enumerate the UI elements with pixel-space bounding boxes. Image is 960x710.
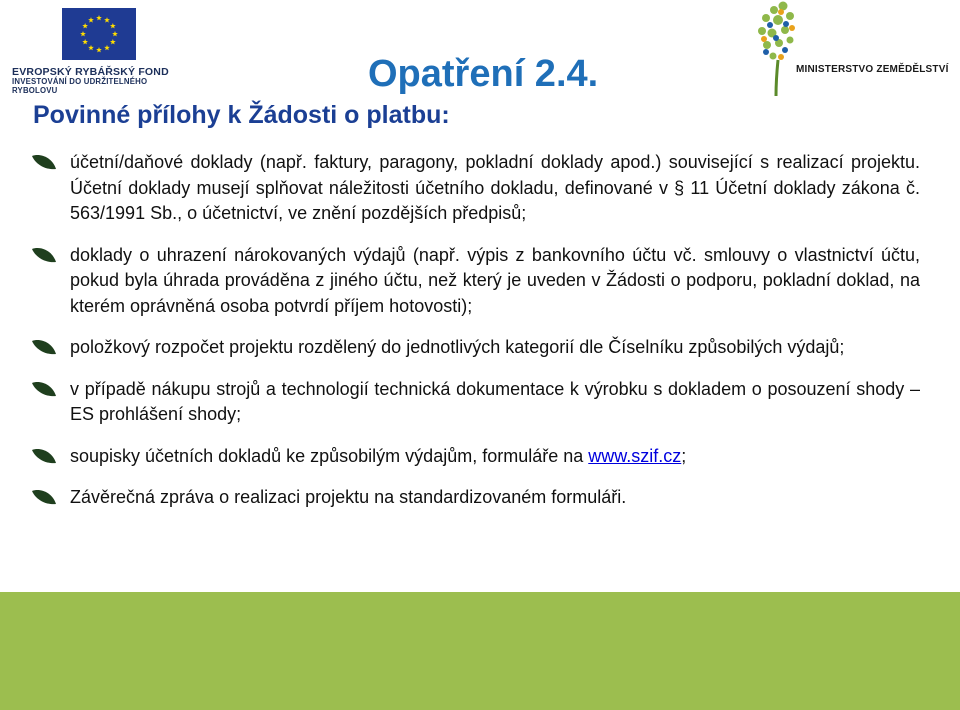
list-item — [30, 485, 920, 511]
ministry-of-agriculture-logo — [752, 0, 952, 110]
list-item — [30, 444, 920, 470]
leaf-bullet-icon — [31, 489, 57, 506]
list-item-text: v případě nákupu strojů a technologií technická dokumentace k výrobku s dokladem o posouzení shody – ES prohlášení shody; — [70, 378, 920, 424]
slide-title: Opatření 2.4. — [368, 53, 599, 95]
eu-logo-line-2: INVESTOVÁNÍ DO UDRŽITELNÉHO — [12, 77, 148, 87]
required-attachments-list — [30, 150, 920, 511]
list-item-text: Závěrečná zpráva o realizaci projektu na standardizovaném formuláři. — [70, 487, 627, 507]
leaf-bullet-icon — [31, 247, 57, 264]
tree-icon — [752, 0, 822, 100]
leaf-bullet-icon — [31, 448, 57, 465]
slide-subtitle: Povinné přílohy k Žádosti o platbu: — [33, 101, 450, 129]
footer-green-band — [0, 592, 960, 710]
list-item-text-after-link: ; — [681, 445, 687, 466]
list-item-text: účetní/daňové doklady (např. faktury, paragony, pokladní doklady apod.) související s realizací projektu. Účetní doklady musejí splňovat náležitosti účetního dokladu, definované v § 11 Účetní doklady zákona č. 563/1991 Sb., o účetnictví, ve znění pozdějších předpisů; — [70, 152, 920, 223]
list-item — [30, 150, 920, 227]
eu-logo-line-1: EVROPSKÝ RYBÁŘSKÝ FOND — [12, 66, 169, 78]
leaf-bullet-icon — [31, 381, 57, 398]
list-item — [30, 335, 920, 361]
ministry-logo-text: MINISTERSTVO ZEMĚDĚLSTVÍ — [796, 64, 949, 75]
list-item — [30, 243, 920, 320]
leaf-bullet-icon — [31, 339, 57, 356]
eu-logo-line-3: RYBOLOVU — [12, 86, 58, 96]
list-item-text-before-link: soupisky účetních dokladů ke způsobilým výdajům, formuláře na — [70, 445, 589, 466]
szif-website-link[interactable]: www.szif.cz — [588, 445, 682, 466]
list-item — [30, 377, 920, 428]
eu-flag-icon — [62, 8, 136, 60]
leaf-bullet-icon — [31, 154, 57, 171]
slide-header — [0, 0, 960, 150]
list-item-text: doklady o uhrazení nárokovaných výdajů (např. výpis z bankovního účtu vč. smlouvy o vlastnictví účtu, pokud byla úhrada prováděna z jiného účtu, než který je uveden v Žádosti o podporu, pokladní doklad, na kterém oprávněná osoba potvrdí příjem hotovosti); — [70, 244, 920, 316]
list-item-text: položkový rozpočet projektu rozdělený do jednotlivých kategorií dle Číselníku způsobilých výdajů; — [70, 337, 845, 357]
eu-logo-text — [12, 66, 182, 96]
